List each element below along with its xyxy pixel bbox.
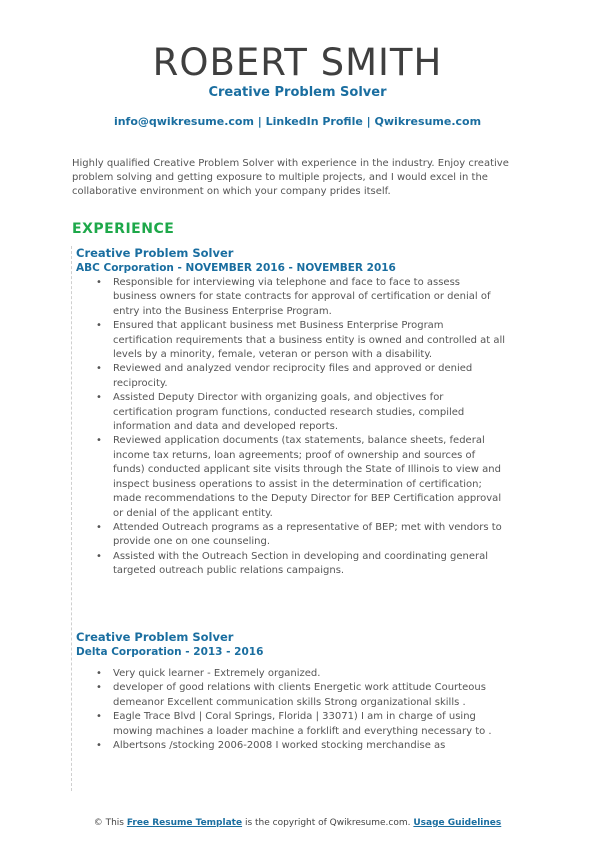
contact-separator: |: [366, 115, 371, 128]
contact-line: [0, 115, 595, 129]
website-link[interactable]: Qwikresume.com: [374, 115, 482, 128]
footer-copyright-text: is the copyright of Qwikresume.com.: [244, 818, 411, 828]
job-bullet: • developer of good relations with clients Energetic work attitude Courteous demeanor Excellent communication skills Strong organizational skills .: [113, 681, 506, 710]
job-bullet: • Albertsons /stocking 2006-2008 I worked stocking merchandise as: [113, 739, 506, 753]
job-bullet: • Very quick learner - Extremely organized.: [113, 667, 506, 681]
professional-summary: Highly qualified Creative Problem Solver with experience in the industry. Enjoy creative problem solving and getting exposure to multiple projects, and I would excel in the collaborative environment on which your company prides itself.: [72, 158, 509, 197]
timeline-divider: [71, 246, 72, 791]
job-entry-2: [76, 630, 506, 753]
page-footer: [0, 817, 595, 829]
job-bullets: [76, 276, 506, 579]
experience-heading: EXPERIENCE: [72, 221, 175, 237]
free-resume-template-link[interactable]: Free Resume Template: [126, 818, 243, 828]
job-title: Creative Problem Solver: [76, 246, 234, 260]
job-bullet: • Reviewed and analyzed vendor reciprocity files and approved or denied reciprocity.: [113, 362, 506, 391]
job-bullet: • Eagle Trace Blvd | Coral Springs, Florida | 33071) I am in charge of using mowing machines a loader machine a forklift and everything necessary to .: [113, 710, 506, 739]
job-company-dates: Delta Corporation - 2013 - 2016: [76, 646, 264, 658]
job-bullet: • Assisted Deputy Director with organizing goals, and objectives for certification program functions, conducted research studies, compiled information and data and developed reports.: [113, 391, 506, 434]
job-bullet: • Ensured that applicant business met Business Enterprise Program certification requirements that a business entity is owned and controlled at all levels by a minority, female, veteran or person with a disability.: [113, 319, 506, 362]
job-bullet: • Assisted with the Outreach Section in developing and coordinating general targeted outreach public relations campaigns.: [113, 550, 506, 579]
job-bullet: • Responsible for interviewing via telephone and face to face to assess business owners for state contracts for approval of certification or denial of entry into the Business Enterprise Program.: [113, 276, 506, 319]
job-title: Creative Problem Solver: [76, 630, 234, 644]
job-bullet: • Reviewed application documents (tax statements, balance sheets, federal income tax returns, loan agreements; proof of ownership and sources of funds) conducted applicant site visits through the State of Illinois to view and inspect business operations to assist in the determination of certification; made recommendations to the Deputy Director for BEP Certification approval or denial of the applicant entity.: [113, 434, 506, 520]
job-entry-1: [76, 246, 506, 579]
job-bullets: [76, 667, 506, 753]
email-link[interactable]: info@qwikresume.com: [113, 115, 254, 128]
job-bullet: • Attended Outreach programs as a representative of BEP; met with vendors to provide one on one counseling.: [113, 521, 506, 550]
usage-guidelines-link[interactable]: Usage Guidelines: [413, 818, 502, 828]
linkedin-link[interactable]: LinkedIn Profile: [265, 115, 363, 128]
candidate-name: ROBERT SMITH: [152, 41, 443, 84]
job-company-dates: ABC Corporation - NOVEMBER 2016 - NOVEMBER 2016: [76, 262, 396, 274]
contact-separator: |: [257, 115, 262, 128]
candidate-headline: Creative Problem Solver: [208, 85, 387, 100]
footer-prefix: © This: [93, 818, 124, 828]
